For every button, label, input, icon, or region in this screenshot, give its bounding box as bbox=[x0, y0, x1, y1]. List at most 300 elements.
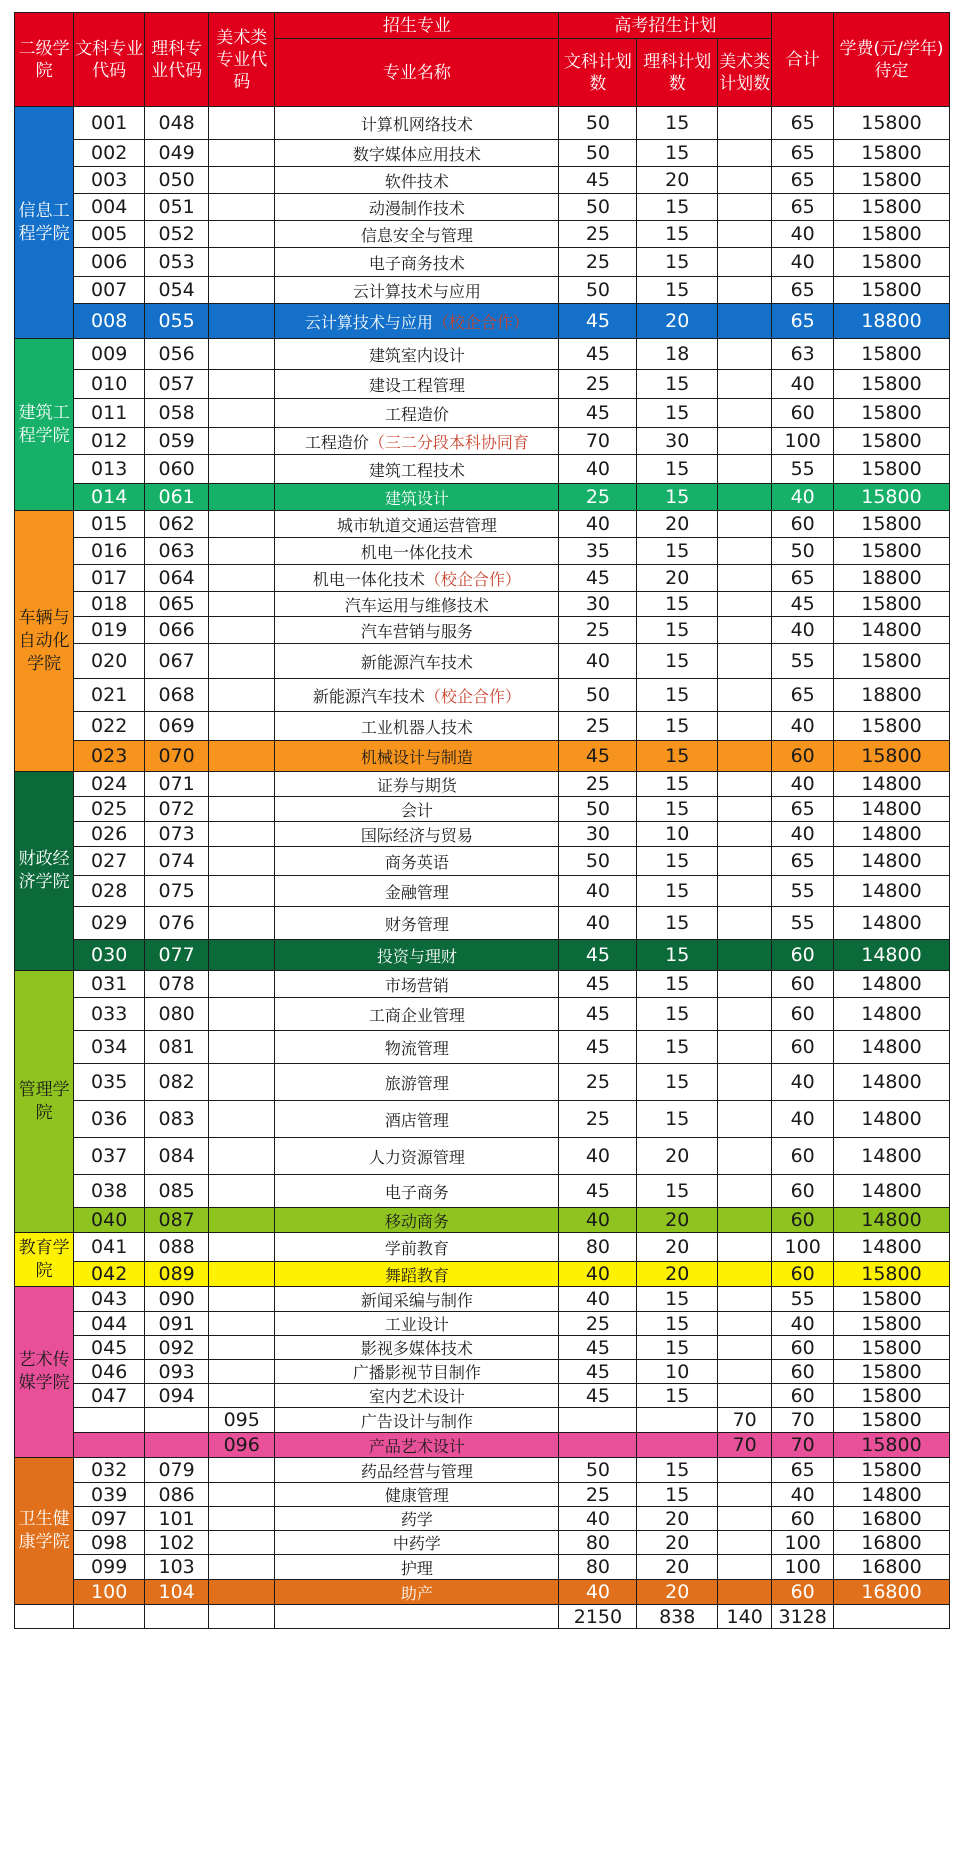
science-plan-cell: 15 bbox=[637, 1483, 717, 1507]
arts-plan-cell: 45 bbox=[559, 998, 637, 1031]
science-plan-cell: 15 bbox=[637, 797, 717, 822]
arts-code-cell: 034 bbox=[74, 1031, 145, 1064]
science-plan-cell: 20 bbox=[637, 1138, 717, 1175]
major-name: 室内艺术设计 bbox=[368, 1387, 465, 1406]
art-plan-cell bbox=[717, 1580, 771, 1605]
art-code-cell bbox=[209, 1531, 275, 1555]
major-name-cell bbox=[275, 1507, 559, 1531]
total-cell: 40 bbox=[772, 221, 834, 248]
arts-code-cell: 042 bbox=[74, 1262, 145, 1287]
major-name: 新闻采编与制作 bbox=[360, 1290, 473, 1310]
major-name-cell bbox=[275, 221, 559, 248]
total-cell: 65 bbox=[772, 565, 834, 592]
art-code-cell bbox=[209, 1483, 275, 1507]
arts-code-cell: 031 bbox=[74, 971, 145, 998]
art-plan-cell bbox=[717, 1507, 771, 1531]
arts-plan-cell bbox=[559, 1408, 637, 1433]
totals-college-cell bbox=[15, 1605, 74, 1629]
table-row bbox=[15, 1233, 950, 1262]
major-name: 机械设计与制造 bbox=[360, 747, 473, 767]
art-code-cell bbox=[209, 644, 275, 679]
major-name-cell bbox=[275, 876, 559, 907]
tuition-cell: 15800 bbox=[833, 194, 949, 221]
major-name-cell bbox=[275, 907, 559, 940]
arts-code-cell: 002 bbox=[74, 140, 145, 167]
science-code-cell: 068 bbox=[145, 679, 209, 712]
science-code-cell: 061 bbox=[145, 484, 209, 511]
major-name: 广播影视节目制作 bbox=[352, 1363, 481, 1382]
arts-plan-cell: 40 bbox=[559, 1287, 637, 1312]
art-code-cell bbox=[209, 455, 275, 484]
art-plan-cell bbox=[717, 339, 771, 370]
total-cell: 40 bbox=[772, 370, 834, 399]
total-cell: 100 bbox=[772, 428, 834, 455]
art-code-cell bbox=[209, 167, 275, 194]
science-plan-cell: 30 bbox=[637, 428, 717, 455]
total-art-plan: 140 bbox=[717, 1605, 771, 1629]
science-plan-cell: 15 bbox=[637, 538, 717, 565]
art-code-cell bbox=[209, 617, 275, 644]
science-plan-cell: 15 bbox=[637, 679, 717, 712]
major-name-cell bbox=[275, 511, 559, 538]
major-name: 工商企业管理 bbox=[368, 1005, 465, 1025]
art-plan-cell bbox=[717, 1208, 771, 1233]
science-code-cell: 069 bbox=[145, 712, 209, 741]
major-name-cell bbox=[275, 1408, 559, 1433]
science-code-cell: 083 bbox=[145, 1101, 209, 1138]
table-row bbox=[15, 1458, 950, 1483]
tuition-cell: 15800 bbox=[833, 248, 949, 277]
tuition-cell: 14800 bbox=[833, 971, 949, 998]
table-row bbox=[15, 797, 950, 822]
arts-plan-cell: 40 bbox=[559, 1507, 637, 1531]
arts-code-cell: 040 bbox=[74, 1208, 145, 1233]
art-plan-cell bbox=[717, 617, 771, 644]
art-code-cell bbox=[209, 1507, 275, 1531]
table-row bbox=[15, 712, 950, 741]
major-name-cell bbox=[275, 1360, 559, 1384]
tuition-cell: 14800 bbox=[833, 998, 949, 1031]
major-name-cell bbox=[275, 617, 559, 644]
table-row bbox=[15, 1433, 950, 1458]
college-cell bbox=[15, 1287, 74, 1458]
science-plan-cell: 15 bbox=[637, 370, 717, 399]
major-name: 学前教育 bbox=[384, 1238, 449, 1258]
arts-code-cell: 008 bbox=[74, 304, 145, 339]
art-plan-cell bbox=[717, 1175, 771, 1208]
art-plan-cell bbox=[717, 1101, 771, 1138]
arts-code-cell: 009 bbox=[74, 339, 145, 370]
arts-plan-cell: 80 bbox=[559, 1233, 637, 1262]
totals-science-code-cell bbox=[145, 1605, 209, 1629]
totals-art-code-cell bbox=[209, 1605, 275, 1629]
major-name: 人力资源管理 bbox=[368, 1147, 465, 1167]
major-name: 金融管理 bbox=[384, 882, 449, 902]
art-code-cell bbox=[209, 971, 275, 998]
science-code-cell: 063 bbox=[145, 538, 209, 565]
table-row bbox=[15, 339, 950, 370]
arts-code-cell: 014 bbox=[74, 484, 145, 511]
college-cell bbox=[15, 1233, 74, 1287]
arts-plan-cell: 30 bbox=[559, 822, 637, 847]
art-plan-cell bbox=[717, 538, 771, 565]
science-code-cell: 092 bbox=[145, 1336, 209, 1360]
science-code-cell: 053 bbox=[145, 248, 209, 277]
major-name: 证券与期货 bbox=[376, 775, 457, 795]
art-code-cell bbox=[209, 339, 275, 370]
table-row bbox=[15, 1208, 950, 1233]
total-cell: 65 bbox=[772, 1458, 834, 1483]
header-art-code: 美术类专业代码 bbox=[209, 13, 275, 107]
science-code-cell: 087 bbox=[145, 1208, 209, 1233]
table-row bbox=[15, 248, 950, 277]
tuition-cell: 18800 bbox=[833, 565, 949, 592]
arts-code-cell: 005 bbox=[74, 221, 145, 248]
total-cell: 60 bbox=[772, 1208, 834, 1233]
total-cell: 60 bbox=[772, 1580, 834, 1605]
science-code-cell: 082 bbox=[145, 1064, 209, 1101]
art-code-cell bbox=[209, 565, 275, 592]
science-plan-cell: 20 bbox=[637, 1507, 717, 1531]
table-row bbox=[15, 1408, 950, 1433]
major-name-cell bbox=[275, 107, 559, 140]
science-code-cell: 089 bbox=[145, 1262, 209, 1287]
science-code-cell: 076 bbox=[145, 907, 209, 940]
science-plan-cell: 15 bbox=[637, 847, 717, 876]
tuition-cell: 18800 bbox=[833, 304, 949, 339]
art-plan-cell bbox=[717, 221, 771, 248]
major-note: （校企合作） bbox=[424, 686, 521, 706]
science-plan-cell: 15 bbox=[637, 221, 717, 248]
major-name-cell bbox=[275, 644, 559, 679]
arts-plan-cell: 40 bbox=[559, 644, 637, 679]
major-name-cell bbox=[275, 998, 559, 1031]
tuition-cell: 15800 bbox=[833, 1336, 949, 1360]
art-plan-cell: 70 bbox=[717, 1408, 771, 1433]
major-name: 影视多媒体技术 bbox=[360, 1339, 473, 1358]
science-code-cell: 093 bbox=[145, 1360, 209, 1384]
table-row bbox=[15, 679, 950, 712]
major-name: 信息安全与管理 bbox=[360, 225, 473, 245]
tuition-cell: 15800 bbox=[833, 1384, 949, 1408]
arts-code-cell: 025 bbox=[74, 797, 145, 822]
tuition-cell: 14800 bbox=[833, 822, 949, 847]
table-row bbox=[15, 511, 950, 538]
art-plan-cell bbox=[717, 940, 771, 971]
science-plan-cell: 20 bbox=[637, 1233, 717, 1262]
science-plan-cell: 15 bbox=[637, 484, 717, 511]
table-row bbox=[15, 822, 950, 847]
science-plan-cell: 15 bbox=[637, 1312, 717, 1336]
tuition-cell: 15800 bbox=[833, 1262, 949, 1287]
tuition-cell: 16800 bbox=[833, 1507, 949, 1531]
tuition-cell: 15800 bbox=[833, 221, 949, 248]
table-row bbox=[15, 484, 950, 511]
art-plan-cell bbox=[717, 194, 771, 221]
arts-code-cell: 016 bbox=[74, 538, 145, 565]
major-name: 汽车营销与服务 bbox=[360, 621, 473, 641]
science-plan-cell: 15 bbox=[637, 876, 717, 907]
art-code-cell bbox=[209, 370, 275, 399]
tuition-cell: 15800 bbox=[833, 1287, 949, 1312]
art-code-cell bbox=[209, 511, 275, 538]
total-cell: 65 bbox=[772, 167, 834, 194]
arts-plan-cell: 45 bbox=[559, 940, 637, 971]
tuition-cell: 14800 bbox=[833, 907, 949, 940]
major-name: 工业机器人技术 bbox=[360, 717, 473, 737]
science-plan-cell: 15 bbox=[637, 194, 717, 221]
table-row bbox=[15, 455, 950, 484]
science-code-cell: 104 bbox=[145, 1580, 209, 1605]
header-total: 合计 bbox=[772, 13, 834, 107]
arts-code-cell: 041 bbox=[74, 1233, 145, 1262]
science-code-cell: 103 bbox=[145, 1555, 209, 1580]
art-plan-cell bbox=[717, 822, 771, 847]
arts-code-cell: 023 bbox=[74, 741, 145, 772]
arts-code-cell: 098 bbox=[74, 1531, 145, 1555]
art-plan-cell bbox=[717, 741, 771, 772]
art-code-cell bbox=[209, 1031, 275, 1064]
science-code-cell: 094 bbox=[145, 1384, 209, 1408]
major-name: 建设工程管理 bbox=[368, 375, 465, 395]
science-code-cell: 052 bbox=[145, 221, 209, 248]
tuition-cell: 14800 bbox=[833, 876, 949, 907]
major-name: 新能源汽车技术 bbox=[360, 652, 473, 672]
total-cell: 60 bbox=[772, 1262, 834, 1287]
arts-code-cell: 097 bbox=[74, 1507, 145, 1531]
arts-code-cell: 017 bbox=[74, 565, 145, 592]
art-code-cell bbox=[209, 1233, 275, 1262]
arts-plan-cell: 40 bbox=[559, 1208, 637, 1233]
total-cell: 50 bbox=[772, 538, 834, 565]
major-name: 健康管理 bbox=[384, 1486, 449, 1505]
science-code-cell: 071 bbox=[145, 772, 209, 797]
tuition-cell: 18800 bbox=[833, 679, 949, 712]
science-code-cell: 086 bbox=[145, 1483, 209, 1507]
total-cell: 65 bbox=[772, 304, 834, 339]
art-plan-cell bbox=[717, 248, 771, 277]
total-cell: 40 bbox=[772, 772, 834, 797]
science-plan-cell: 15 bbox=[637, 1458, 717, 1483]
major-name: 投资与理财 bbox=[376, 946, 457, 966]
header-major-group: 招生专业 bbox=[275, 13, 559, 39]
science-plan-cell: 15 bbox=[637, 1287, 717, 1312]
science-plan-cell: 20 bbox=[637, 1580, 717, 1605]
total-cell: 40 bbox=[772, 1064, 834, 1101]
total-cell: 65 bbox=[772, 679, 834, 712]
total-cell: 100 bbox=[772, 1531, 834, 1555]
arts-plan-cell: 40 bbox=[559, 511, 637, 538]
total-arts-plan: 2150 bbox=[559, 1605, 637, 1629]
art-code-cell bbox=[209, 1312, 275, 1336]
arts-plan-cell: 25 bbox=[559, 221, 637, 248]
major-name-cell bbox=[275, 167, 559, 194]
major-name: 物流管理 bbox=[384, 1038, 449, 1058]
college-cell bbox=[15, 511, 74, 772]
table-row bbox=[15, 538, 950, 565]
major-name: 电子商务技术 bbox=[368, 253, 465, 273]
arts-code-cell: 099 bbox=[74, 1555, 145, 1580]
arts-code-cell: 029 bbox=[74, 907, 145, 940]
total-cell: 100 bbox=[772, 1233, 834, 1262]
art-code-cell bbox=[209, 741, 275, 772]
major-name-cell bbox=[275, 1433, 559, 1458]
art-plan-cell bbox=[717, 1031, 771, 1064]
arts-code-cell: 030 bbox=[74, 940, 145, 971]
major-name: 助产 bbox=[400, 1583, 433, 1603]
arts-plan-cell: 45 bbox=[559, 1175, 637, 1208]
tuition-cell: 15800 bbox=[833, 1312, 949, 1336]
major-note: （校企合作） bbox=[432, 312, 529, 332]
science-code-cell: 060 bbox=[145, 455, 209, 484]
arts-code-cell: 022 bbox=[74, 712, 145, 741]
art-code-cell bbox=[209, 1208, 275, 1233]
science-code-cell: 058 bbox=[145, 399, 209, 428]
tuition-cell: 16800 bbox=[833, 1580, 949, 1605]
totals-major-cell bbox=[275, 1605, 559, 1629]
college-name: 教育学院 bbox=[18, 1237, 70, 1281]
table-row bbox=[15, 194, 950, 221]
science-plan-cell: 15 bbox=[637, 1175, 717, 1208]
major-name-cell bbox=[275, 1312, 559, 1336]
art-plan-cell bbox=[717, 1531, 771, 1555]
major-name: 财务管理 bbox=[384, 914, 449, 934]
art-code-cell bbox=[209, 772, 275, 797]
table-row bbox=[15, 1064, 950, 1101]
science-code-cell: 102 bbox=[145, 1531, 209, 1555]
science-code-cell: 078 bbox=[145, 971, 209, 998]
major-name-cell bbox=[275, 304, 559, 339]
total-cell: 40 bbox=[772, 617, 834, 644]
art-code-cell bbox=[209, 1336, 275, 1360]
art-code-cell bbox=[209, 592, 275, 617]
art-code-cell bbox=[209, 907, 275, 940]
total-cell: 65 bbox=[772, 194, 834, 221]
arts-code-cell: 010 bbox=[74, 370, 145, 399]
arts-plan-cell: 25 bbox=[559, 248, 637, 277]
total-cell: 60 bbox=[772, 741, 834, 772]
major-name-cell bbox=[275, 1483, 559, 1507]
arts-plan-cell: 45 bbox=[559, 1031, 637, 1064]
major-name: 移动商务 bbox=[384, 1211, 449, 1231]
arts-code-cell: 001 bbox=[74, 107, 145, 140]
major-name: 机电一体化技术 bbox=[312, 569, 425, 589]
art-code-cell bbox=[209, 1360, 275, 1384]
art-plan-cell bbox=[717, 1233, 771, 1262]
total-cell: 60 bbox=[772, 940, 834, 971]
art-plan-cell bbox=[717, 907, 771, 940]
art-code-cell: 095 bbox=[209, 1408, 275, 1433]
art-code-cell bbox=[209, 399, 275, 428]
art-plan-cell bbox=[717, 1287, 771, 1312]
art-code-cell bbox=[209, 1384, 275, 1408]
art-plan-cell bbox=[717, 484, 771, 511]
arts-code-cell: 032 bbox=[74, 1458, 145, 1483]
arts-code-cell: 013 bbox=[74, 455, 145, 484]
total-cell: 65 bbox=[772, 107, 834, 140]
major-name-cell bbox=[275, 538, 559, 565]
art-plan-cell bbox=[717, 592, 771, 617]
major-name-cell bbox=[275, 1101, 559, 1138]
science-plan-cell: 15 bbox=[637, 940, 717, 971]
totals-row bbox=[15, 1605, 950, 1629]
science-code-cell: 077 bbox=[145, 940, 209, 971]
major-name: 软件技术 bbox=[384, 171, 449, 191]
arts-code-cell: 015 bbox=[74, 511, 145, 538]
arts-plan-cell: 50 bbox=[559, 797, 637, 822]
major-name-cell bbox=[275, 1031, 559, 1064]
tuition-cell: 15800 bbox=[833, 107, 949, 140]
total-cell: 45 bbox=[772, 592, 834, 617]
arts-code-cell: 007 bbox=[74, 277, 145, 304]
major-name: 酒店管理 bbox=[384, 1110, 449, 1130]
total-cell: 60 bbox=[772, 511, 834, 538]
table-row bbox=[15, 876, 950, 907]
total-cell: 60 bbox=[772, 1138, 834, 1175]
tuition-cell: 16800 bbox=[833, 1531, 949, 1555]
major-name: 旅游管理 bbox=[384, 1073, 449, 1093]
science-code-cell: 049 bbox=[145, 140, 209, 167]
major-name: 云计算技术与应用 bbox=[352, 281, 481, 301]
header-arts-plan: 文科计划数 bbox=[559, 39, 637, 107]
art-plan-cell bbox=[717, 797, 771, 822]
header-plan-group: 高考招生计划 bbox=[559, 13, 772, 39]
art-code-cell bbox=[209, 940, 275, 971]
college-name: 信息工程学院 bbox=[18, 200, 70, 244]
science-plan-cell: 10 bbox=[637, 822, 717, 847]
science-plan-cell: 15 bbox=[637, 248, 717, 277]
college-name: 财政经济学院 bbox=[18, 849, 70, 892]
arts-plan-cell: 45 bbox=[559, 741, 637, 772]
table-row bbox=[15, 1483, 950, 1507]
tuition-cell: 14800 bbox=[833, 617, 949, 644]
tuition-cell: 14800 bbox=[833, 940, 949, 971]
major-name-cell bbox=[275, 1287, 559, 1312]
major-name-cell bbox=[275, 370, 559, 399]
art-plan-cell bbox=[717, 1483, 771, 1507]
science-plan-cell: 10 bbox=[637, 1360, 717, 1384]
arts-code-cell: 018 bbox=[74, 592, 145, 617]
table-row bbox=[15, 1031, 950, 1064]
total-cell: 60 bbox=[772, 1507, 834, 1531]
table-row bbox=[15, 107, 950, 140]
arts-code-cell: 003 bbox=[74, 167, 145, 194]
arts-plan-cell: 25 bbox=[559, 1312, 637, 1336]
arts-plan-cell: 25 bbox=[559, 1483, 637, 1507]
art-plan-cell bbox=[717, 847, 771, 876]
arts-plan-cell: 45 bbox=[559, 304, 637, 339]
tuition-cell: 15800 bbox=[833, 455, 949, 484]
science-plan-cell: 20 bbox=[637, 1208, 717, 1233]
science-plan-cell: 20 bbox=[637, 1262, 717, 1287]
art-plan-cell bbox=[717, 455, 771, 484]
art-plan-cell bbox=[717, 876, 771, 907]
major-name-cell bbox=[275, 971, 559, 998]
science-plan-cell: 15 bbox=[637, 971, 717, 998]
art-code-cell bbox=[209, 140, 275, 167]
college-name: 车辆与自动化学院 bbox=[18, 607, 70, 674]
tuition-cell: 15800 bbox=[833, 1433, 949, 1458]
arts-plan-cell: 30 bbox=[559, 592, 637, 617]
arts-plan-cell: 25 bbox=[559, 1064, 637, 1101]
table-row bbox=[15, 1360, 950, 1384]
arts-plan-cell: 45 bbox=[559, 167, 637, 194]
table-row bbox=[15, 998, 950, 1031]
total-cell: 70 bbox=[772, 1433, 834, 1458]
table-row bbox=[15, 370, 950, 399]
tuition-cell: 14800 bbox=[833, 1208, 949, 1233]
total-cell: 55 bbox=[772, 907, 834, 940]
